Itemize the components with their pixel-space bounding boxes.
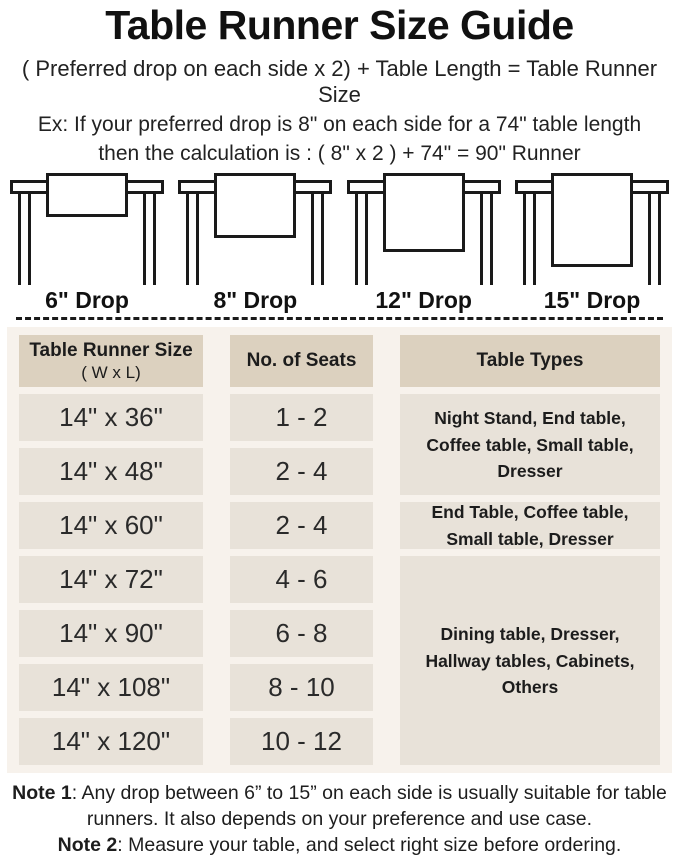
note-2-label: Note 2 (57, 833, 118, 856)
example-line-1: Ex: If your preferred drop is 8" on each side for a 74" table length (37, 113, 642, 137)
seats-cell: 6 - 8 (230, 610, 373, 657)
table-illustration-8-drop (176, 173, 334, 285)
notes (0, 781, 679, 858)
formula-text: ( Preferred drop on each side x 2) + Table Length = Table Runner Size (21, 56, 658, 108)
table-illustration-6-drop (8, 173, 166, 285)
column-header-seats (230, 335, 373, 387)
header-runner-size-sub: ( W x L) (81, 362, 141, 382)
header (0, 0, 679, 166)
note-1-label: Note 1 (12, 782, 72, 805)
size-cell: 14" x 36" (19, 394, 203, 441)
seats-cell: 4 - 6 (230, 556, 373, 603)
table-illustration-15-drop (513, 173, 671, 285)
note-1 (6, 781, 673, 832)
seats-cell: 10 - 12 (230, 718, 373, 765)
seats-cell: 8 - 10 (230, 664, 373, 711)
header-runner-size-label: Table Runner Size (29, 339, 193, 361)
runner-shape (383, 173, 465, 252)
table-leg (311, 192, 324, 285)
runner-shape (46, 173, 128, 217)
size-cell: 14" x 72" (19, 556, 203, 603)
table-leg (523, 192, 536, 285)
table-leg (355, 192, 368, 285)
size-cell: 14" x 108" (19, 664, 203, 711)
runner-shape (214, 173, 296, 238)
seats-cell: 1 - 2 (230, 394, 373, 441)
drop-labels (0, 287, 679, 314)
size-cell: 14" x 90" (19, 610, 203, 657)
size-cell: 14" x 60" (19, 502, 203, 549)
drop-label-8: 8" Drop (213, 287, 298, 314)
drop-label-12: 12" Drop (375, 287, 472, 314)
dashed-divider (16, 317, 663, 320)
drop-illustrations (0, 173, 679, 285)
header-seats-label: No. of Seats (246, 350, 357, 372)
note-2 (6, 833, 673, 858)
table-leg (143, 192, 156, 285)
column-header-types (400, 335, 660, 387)
column-header-runner-size (19, 335, 203, 387)
size-table (7, 327, 672, 773)
table-illustration-12-drop (345, 173, 503, 285)
table-types-cell-small: Night Stand, End table, Coffee table, Small table, Dresser (400, 394, 660, 495)
table-types-cell-medium: End Table, Coffee table, Small table, Dresser (400, 502, 660, 549)
drop-label-6: 6" Drop (45, 287, 129, 314)
seats-cell: 2 - 4 (230, 448, 373, 495)
table-leg (648, 192, 661, 285)
header-types-label: Table Types (476, 350, 584, 372)
seats-cell: 2 - 4 (230, 502, 373, 549)
table-types-cell-large: Dining table, Dresser, Hallway tables, Cabinets, Others (400, 556, 660, 765)
table-leg (186, 192, 199, 285)
example-line-2: then the calculation is : ( 8" x 2 ) + 74" = 90" Runner (98, 142, 581, 166)
size-cell: 14" x 48" (19, 448, 203, 495)
table-leg (18, 192, 31, 285)
page-title: Table Runner Size Guide (105, 2, 574, 48)
drop-label-15: 15" Drop (543, 287, 641, 314)
note-2-text: : Measure your table, and select right size before ordering. (117, 833, 622, 856)
runner-shape (551, 173, 633, 267)
note-1-text: : Any drop between 6” to 15” on each side is usually suitable for table runners. It also depends on your preference and use case. (71, 782, 667, 830)
size-cell: 14" x 120" (19, 718, 203, 765)
table-leg (480, 192, 493, 285)
